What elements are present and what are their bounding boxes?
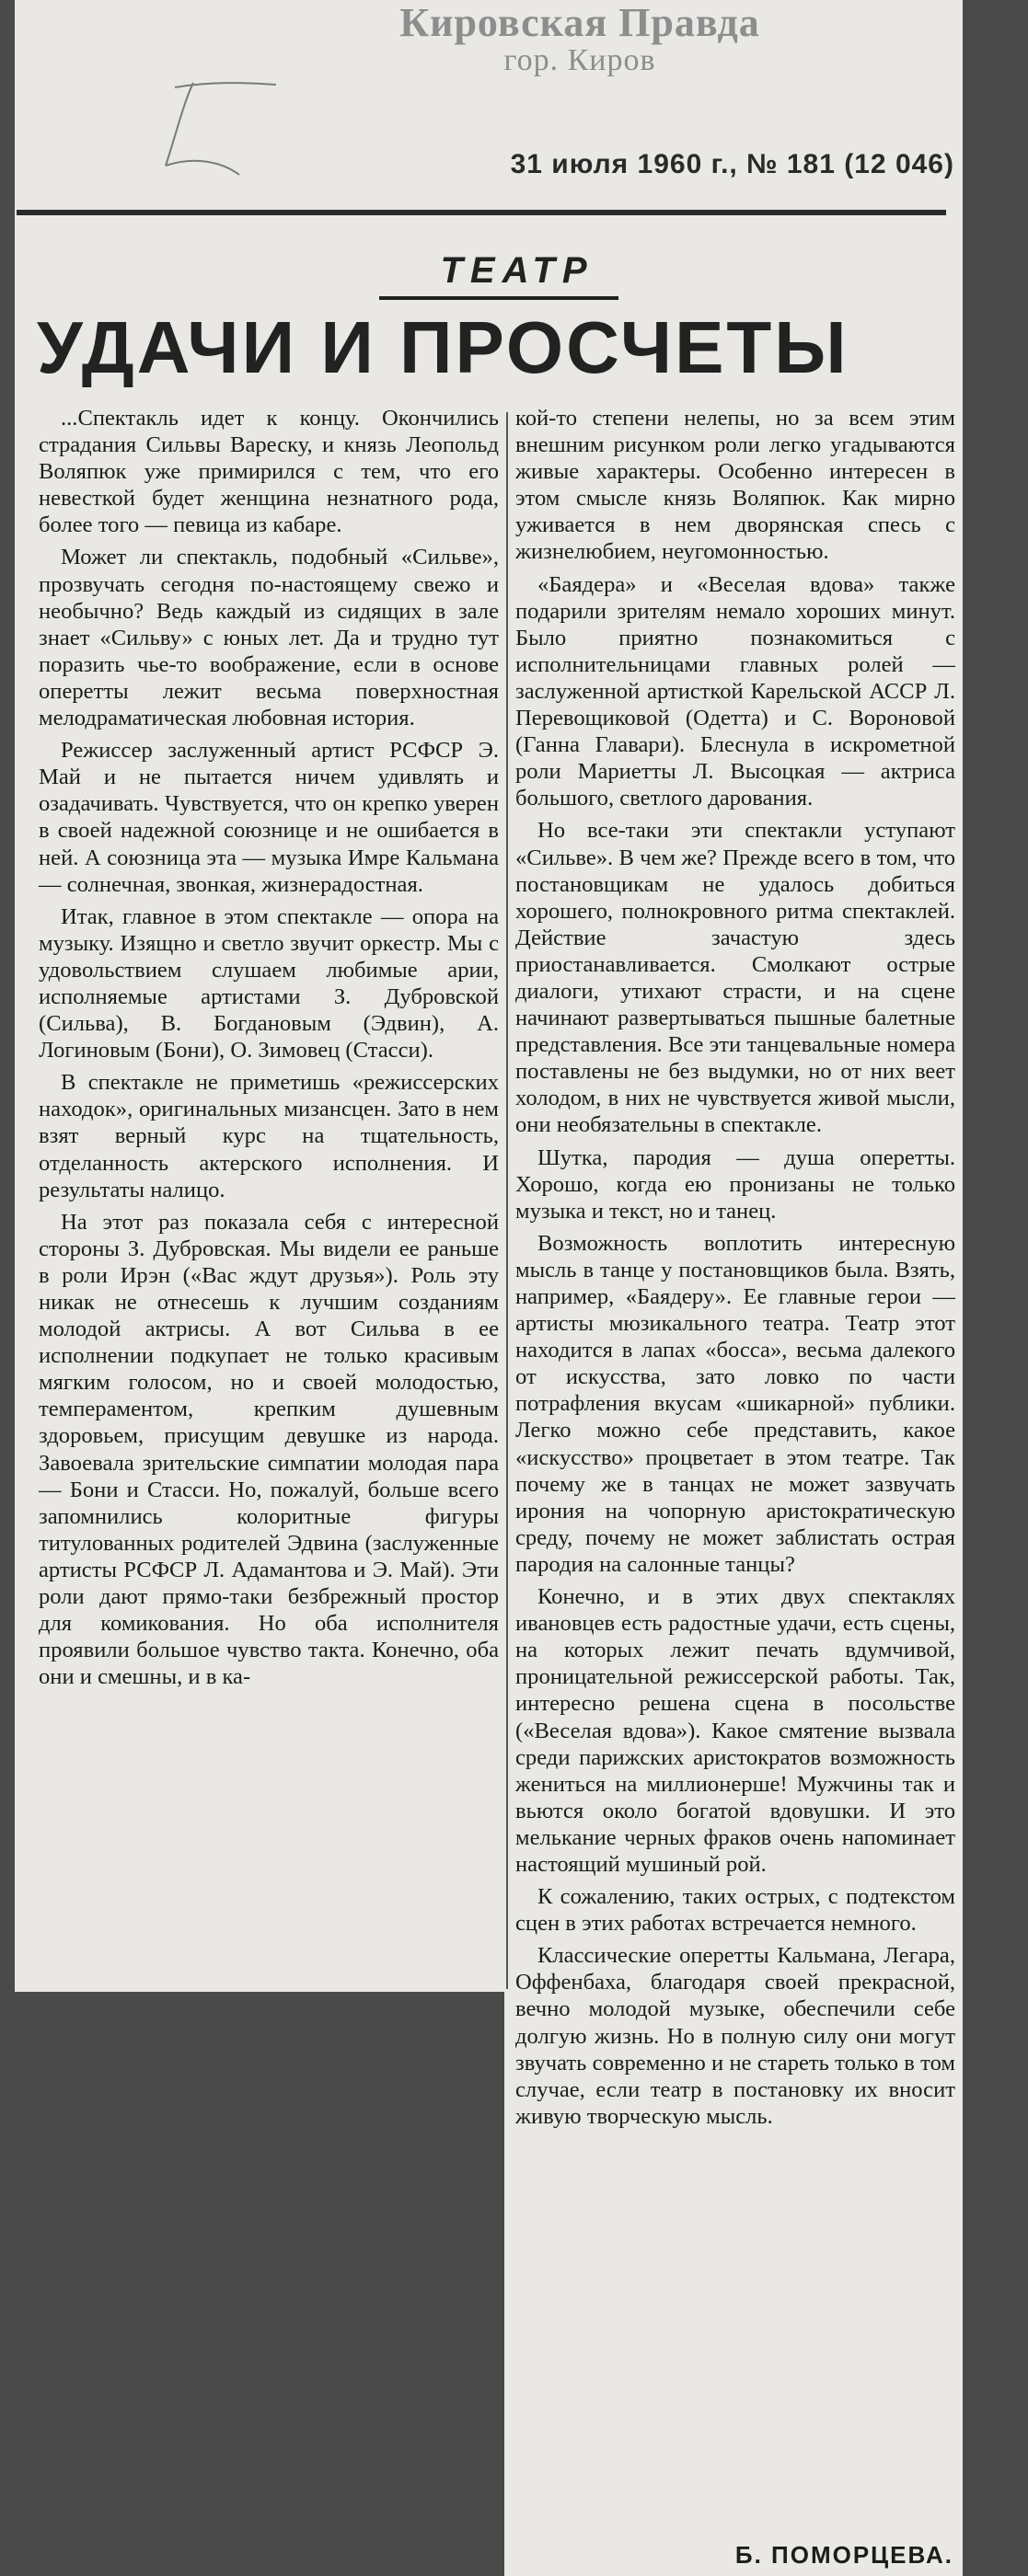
article-column-right	[515, 405, 955, 2135]
paragraph: Режиссер заслуженный артист РСФСР Э. Май и не пытается ничем удивлять и озадачивать. Чувствуется, что он крепко уверен в своей надежной союзнице и не ошибается в ней. А союзница эта — музыка Имре Кальмана — солнечная, звонкая, жизнерадостная.	[39, 738, 499, 897]
paragraph: «Баядера» и «Веселая вдова» также подарили зрителям немало хороших минут. Было приятно познакомиться с исполнительницами главных ролей — заслуженной артисткой Карельской АССР Л. Перевощиковой (Одетта) и С. Вороновой (Ганна Главари). Блеснула в искрометной роли Мариетты Л. Высоцкая — актриса большого, светлого дарования.	[515, 571, 955, 811]
paragraph: Шутка, пародия — душа оперетты. Хорошо, когда ею пронизаны не только музыка и текст, но и танец.	[515, 1144, 955, 1224]
paragraph: Итак, главное в этом спектакле — опора на музыку. Изящно и светло звучит оркестр. Мы с удовольствием слушаем любимые арии, исполняемые артистами З. Дубровской (Сильва), В. Богдановым (Эдвин), А. Логиновым (Бони), О. Зимовец (Стасси).	[39, 903, 499, 1064]
paragraph: Может ли спектакль, подобный «Сильве», прозвучать сегодня по-настоящему свежо и необычно? Ведь каждый из сидящих в зале знает «Сильву» с юных лет. Да и трудно тут поразить чье-то воображение, если в основе оперетты лежит весьма поверхностная мелодраматическая любовная история.	[39, 545, 499, 731]
paragraph: Классические оперетты Кальмана, Легара, Оффенбаха, благодаря своей прекрасной, вечно молодой музыке, обеспечили себе долгую жизнь. Но в полную силу они могут звучать современно и не стареть только в том случае, если театр в постановку их вносит живую творческую мысль.	[515, 1943, 955, 2129]
handwritten-mark-icon	[138, 64, 295, 202]
paragraph: Возможность воплотить интересную мысль в танце у постановщиков была. Взять, например, «Баядеру». Ее главные герои — артисты мюзикального театра. Театр этот находится в лапах «босса», весьма далекого от искусства, зато ловко по части потрафления вкусам «шикарной» публики. Легко можно себе представить, какое «искусство» процветает в этом театре. Так почему же в танцах не может зазвучать ирония на чопорную аристократическую среду, почему не может заблистать острая пародия на салонные танцы?	[515, 1230, 955, 1577]
paragraph: ...Спектакль идет к концу. Окончились страдания Сильвы Вареску, и князь Леопольд Воляпюк уже примирился с тем, что его невесткой будет женщина незнатного рода, более того — певица из кабаре.	[39, 406, 499, 538]
section-rubric: ТЕАТР	[440, 250, 595, 291]
article-column-left	[39, 405, 499, 1696]
rubric-underline	[379, 296, 618, 300]
paragraph: кой-то степени нелепы, но за всем этим внешним рисунком роли легко угадываются живые характеры. Особенно интересен в этом смысле князь Воляпюк. Как мирно уживается в нем дворянская спесь с жизнелюбием, неугомонностью.	[515, 406, 955, 565]
author-signature: Б. ПОМОРЦЕВА.	[734, 2541, 953, 2569]
paragraph: Но все-таки эти спектакли уступают «Сильве». В чем же? Прежде всего в том, что постановщикам не удалось добиться хорошего, полнокровного ритма спектаклей. Действие зачастую здесь приостанавливается. Смолкают острые диалоги, утихают страсти, и на сцене начинают развертываться пышные балетные представления. Все эти танцевальные номера поставлены не без выдумки, но от них веет холодом, в них не чувствуется живой мысли, они необязательны в спектакле.	[515, 818, 955, 1138]
masthead-rule	[17, 210, 946, 215]
column-divider	[506, 412, 508, 1989]
newspaper-masthead	[331, 0, 828, 79]
newspaper-name: Кировская Правда	[399, 0, 760, 45]
newspaper-city: гор. Киров	[503, 43, 656, 77]
paragraph: В спектакле не приметишь «режиссерских находок», оригинальных мизансцен. Зато в нем взят верный курс на тщательность, отделанность актерского исполнения. И результаты налицо.	[39, 1070, 499, 1202]
paragraph: На этот раз показала себя с интересной стороны З. Дубровская. Мы видели ее раньше в роли Ирэн («Вас ждут друзья»). Роль эту никак не отнесешь к лучшим созданиям молодой актрисы. А вот Сильва в ее исполнении подкупает не только красивым мягким голосом, но и своей молодостью, темпераментом, крепким душевным здоровьем, присущим девушке из народа. Завоевала зрительские симпатии молодая пара — Бони и Стасси. Но, пожалуй, больше всего запомнились колоритные фигуры титулованных родителей Эдвина (заслуженные артисты РСФСР Л. Адамантова и Э. Май). Эти роли дают прямо-таки безбрежный простор для комикования. Но оба исполнителя проявили большое чувство такта. Конечно, оба они и смешны, и в ка-	[39, 1209, 499, 1690]
paragraph: К сожалению, таких острых, с подтекстом сцен в этих работах встречается немного.	[515, 1884, 955, 1937]
issue-date-number: 31 июля 1960 г., № 181 (12 046)	[510, 149, 954, 179]
paragraph: Конечно, и в этих двух спектаклях ивановцев есть радостные удачи, есть сцены, на которых лежит печать вдумчивой, проницательной режиссерской работы. Так, интересно решена сцена в посольстве («Веселая вдова»). Какое смятение вызвала среди парижских аристократов возможность жениться на миллионерше! Мужчины так и вьются около богатой вдовушки. И это мелькание черных фраков очень напоминает настоящий мушиный рой.	[515, 1584, 955, 1877]
article-headline: УДАЧИ И ПРОСЧЕТЫ	[37, 306, 849, 388]
